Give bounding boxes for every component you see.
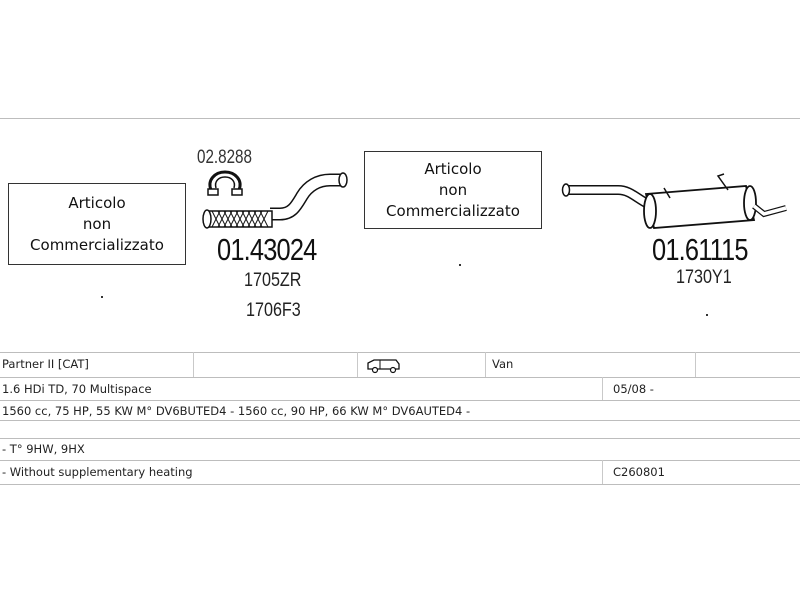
middle-not-available-box	[364, 151, 542, 229]
rear-silencer-part-number[interactable]: 01.61115	[652, 232, 748, 267]
table-col-divider	[485, 352, 486, 377]
front-pipe-oe-code-2: 1706F3	[246, 300, 301, 321]
table-row-divider-3	[0, 420, 800, 421]
left-box-line-3: Commercializzato	[30, 235, 164, 254]
table-row-divider-4	[0, 438, 800, 439]
front-pipe-oe-code-1: 1705ZR	[244, 270, 302, 291]
middle-box-line-2: non	[438, 180, 468, 199]
front-pipe-part-number[interactable]: 01.43024	[217, 232, 317, 267]
top-border	[0, 118, 800, 119]
table-row-engine-version: 1.6 HDi TD, 70 Multispace	[2, 382, 152, 396]
table-row-divider-1	[0, 377, 800, 378]
table-row-engine-codes: - T° 9HW, 9HX	[2, 442, 85, 456]
table-row-divider-2	[0, 400, 800, 401]
table-col-divider	[695, 352, 696, 377]
table-col-divider	[602, 377, 603, 400]
table-col-divider	[357, 352, 358, 377]
table-top-border	[0, 352, 800, 353]
table-row-vehicle-model: Partner II [CAT]	[2, 357, 89, 371]
table-col-divider	[602, 460, 603, 484]
table-row-note: - Without supplementary heating	[2, 465, 193, 479]
marker-dot-middle	[459, 264, 461, 266]
middle-box-line-3: Commercializzato	[386, 201, 520, 220]
left-not-available-box	[8, 183, 186, 265]
front-pipe-icon[interactable]	[200, 170, 355, 240]
rear-silencer-icon[interactable]	[558, 168, 790, 234]
table-row-engine-specs: 1560 cc, 75 HP, 55 KW M° DV6BUTED4 - 1560 cc, 90 HP, 66 KW M° DV6AUTED4 -	[2, 404, 471, 418]
clamp-part-number[interactable]: 02.8288	[197, 147, 252, 168]
table-bottom-border	[0, 484, 800, 485]
van-icon	[366, 358, 402, 374]
middle-box-line-1: Articolo	[424, 159, 482, 178]
rear-silencer-oe-code: 1730Y1	[676, 267, 732, 288]
marker-dot-right	[706, 314, 708, 316]
table-row-body-type: Van	[492, 357, 514, 371]
table-row-chassis-code: C260801	[613, 465, 665, 479]
left-box-line-2: non	[82, 214, 112, 233]
table-row-production-date: 05/08 -	[613, 382, 654, 396]
left-box-line-1: Articolo	[68, 193, 126, 212]
marker-dot-left	[101, 296, 103, 298]
table-col-divider	[193, 352, 194, 377]
table-row-divider-5	[0, 460, 800, 461]
